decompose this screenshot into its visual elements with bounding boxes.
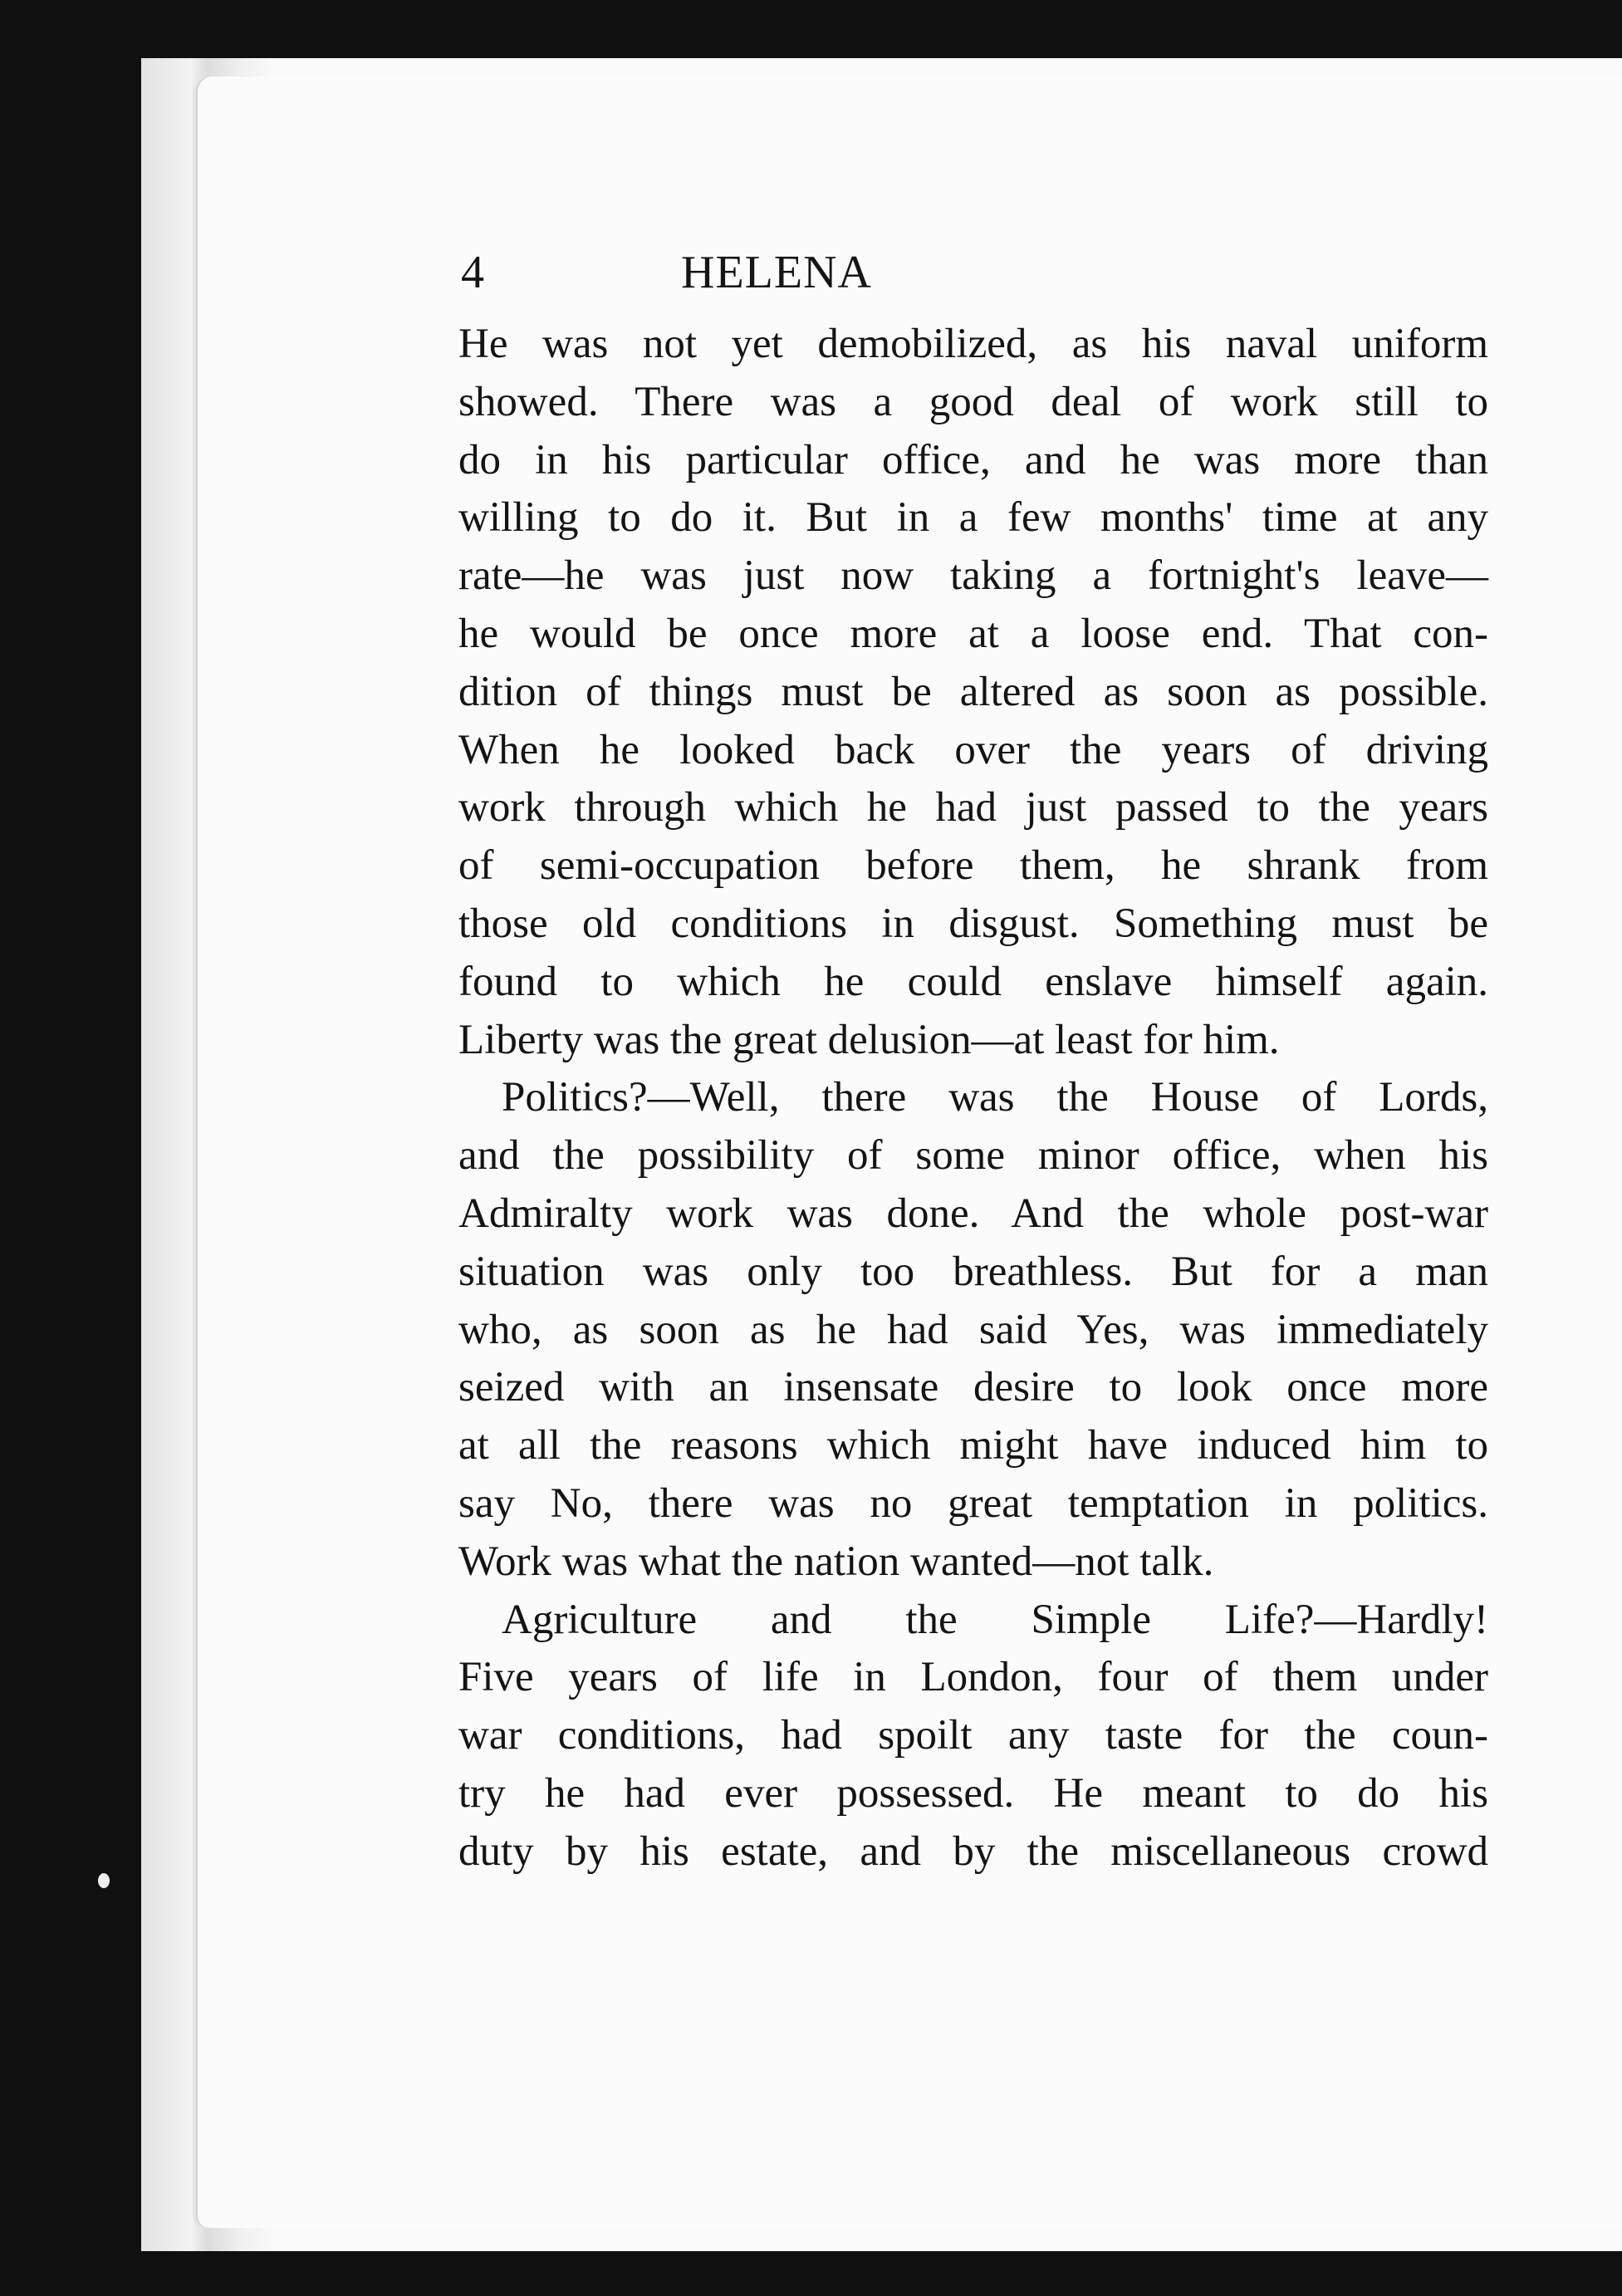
page-number: 4 <box>461 247 484 298</box>
text-line: He was not yet demobilized, as his naval uniform <box>458 321 1488 367</box>
running-title: HELENA <box>681 247 872 298</box>
text-line: Agriculture and the Simple Life?—Hardly! <box>502 1596 1488 1643</box>
text-line: those old conditions in disgust. Something must be <box>458 900 1488 947</box>
text-line: do in his particular office, and he was more than <box>458 436 1488 483</box>
text-line: who, as soon as he had said Yes, was immediately <box>458 1306 1488 1353</box>
text-line: Admiralty work was done. And the whole post-war <box>458 1190 1488 1237</box>
text-line: found to which he could enslave himself again. <box>458 958 1488 1005</box>
text-line: Five years of life in London, four of them under <box>458 1654 1488 1701</box>
text-line: rate—he was just now taking a fortnight's leave— <box>458 552 1488 600</box>
text-line: at all the reasons which might have induced him to <box>458 1422 1488 1469</box>
text-line: say No, there was no great temptation in politics. <box>458 1479 1488 1527</box>
body-text <box>458 316 1488 1881</box>
text-line: showed. There was a good deal of work still to <box>458 378 1488 425</box>
text-line: dition of things must be altered as soon as possible. <box>458 668 1488 715</box>
text-line: and the possibility of some minor office, when his <box>458 1132 1488 1180</box>
text-line: work through which he had just passed to the years <box>458 784 1488 832</box>
text-line: war conditions, had spoilt any taste for the coun- <box>458 1712 1488 1759</box>
text-line: try he had ever possessed. He meant to do his <box>458 1769 1488 1817</box>
text-line: seized with an insensate desire to look once more <box>458 1364 1488 1411</box>
text-line: of semi-occupation before them, he shrank from <box>458 842 1488 890</box>
running-head <box>461 239 1092 306</box>
text-line: When he looked back over the years of driving <box>458 726 1488 773</box>
text-line: he would be once more at a loose end. That con- <box>458 610 1488 657</box>
text-line: willing to do it. But in a few months' time at any <box>458 494 1488 542</box>
text-line: Work was what the nation wanted—not talk. <box>458 1538 1214 1585</box>
text-line: Politics?—Well, there was the House of Lords, <box>502 1074 1488 1121</box>
text-line: Liberty was the great delusion—at least for him. <box>458 1016 1280 1063</box>
dust-speck <box>98 1873 110 1888</box>
text-line: situation was only too breathless. But for a man <box>458 1248 1488 1295</box>
text-line: duty by his estate, and by the miscellaneous crowd <box>458 1827 1488 1875</box>
